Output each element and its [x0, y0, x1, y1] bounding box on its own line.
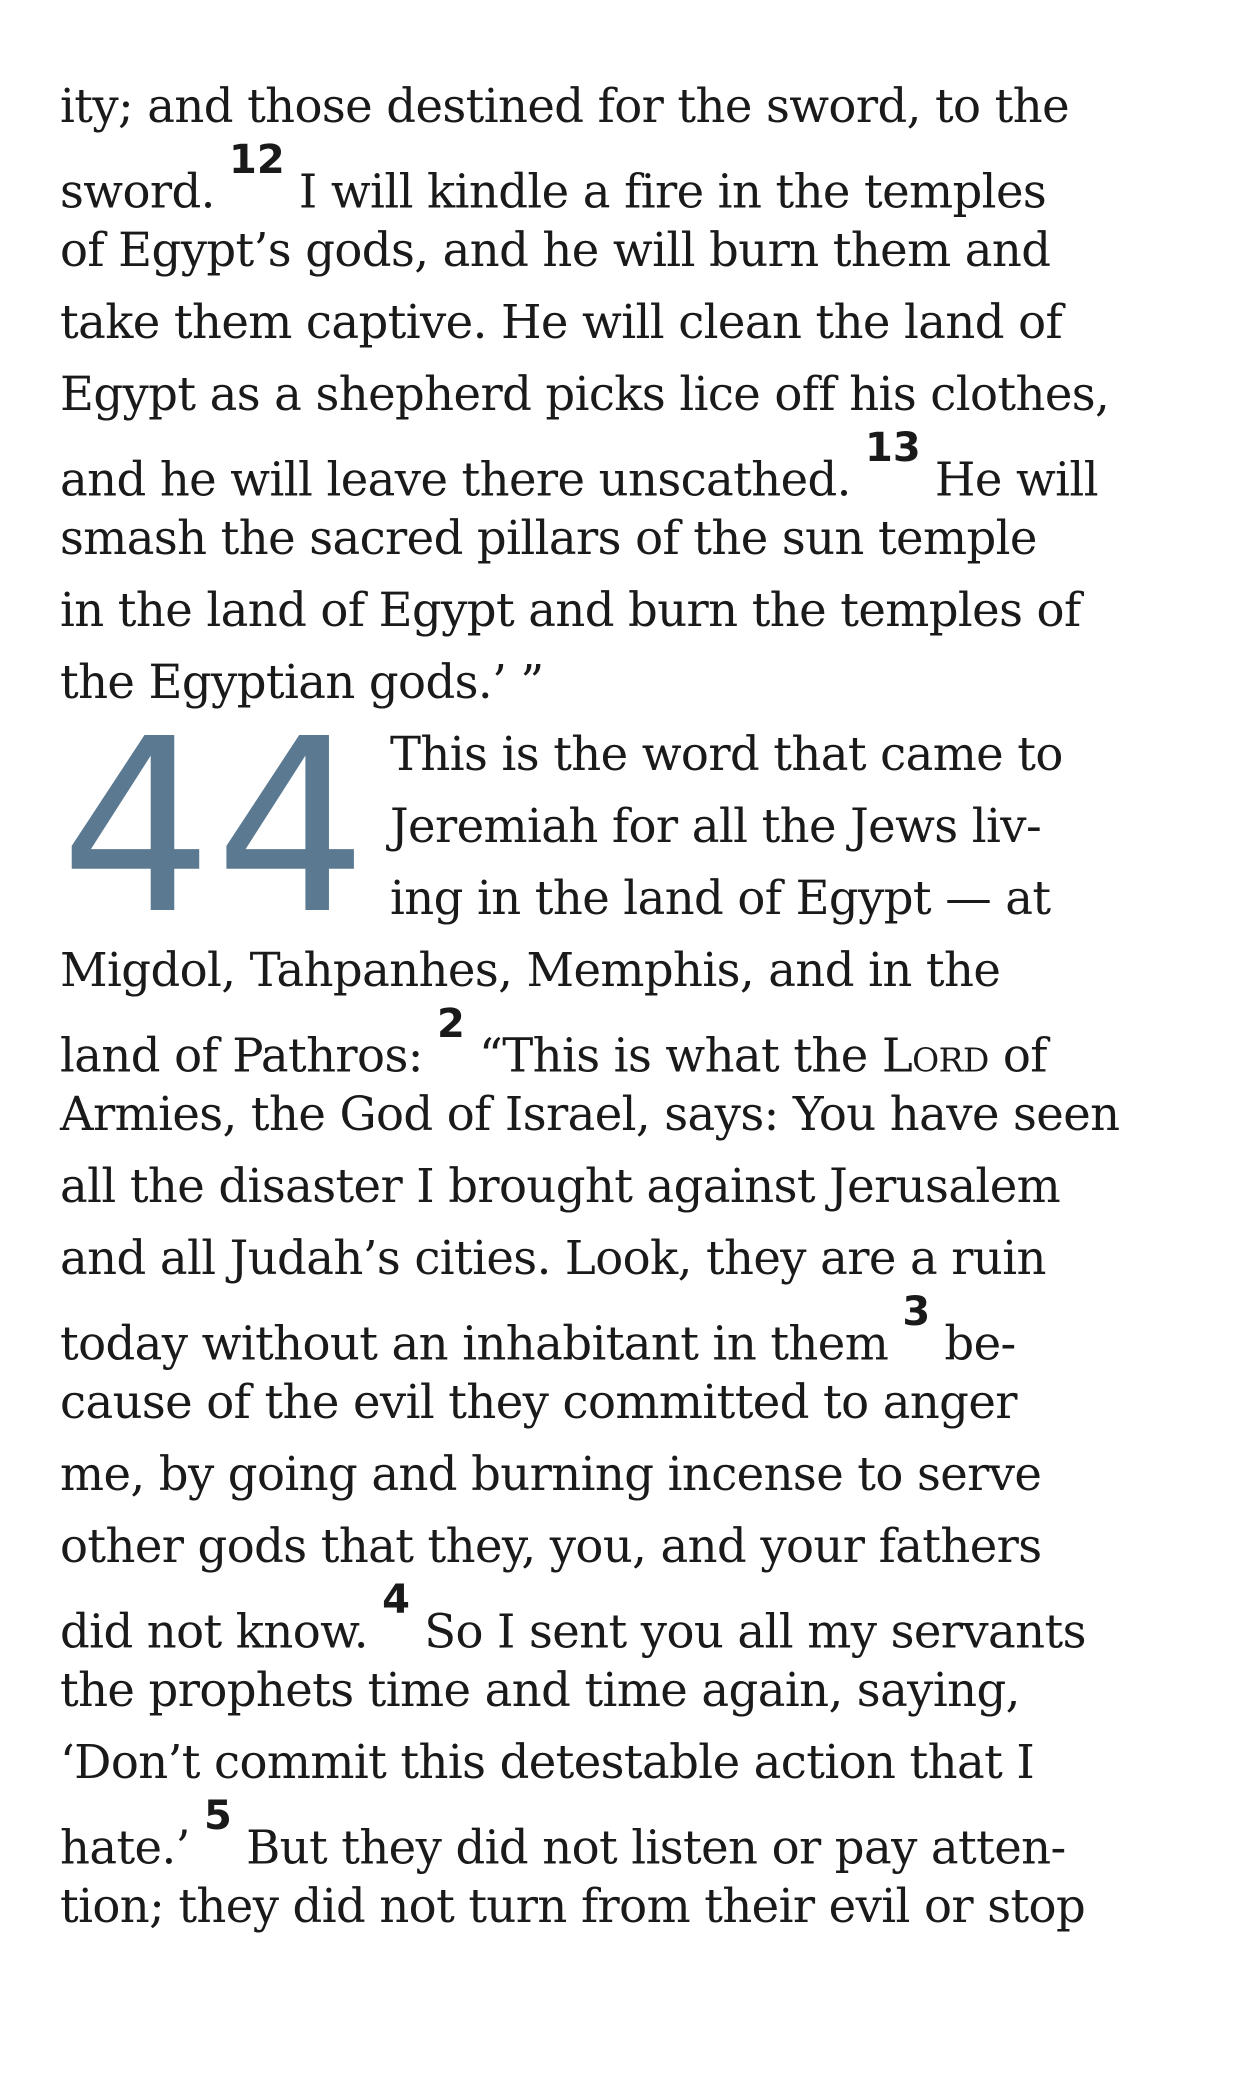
text-line: [60, 1001, 1190, 1083]
text-line: [60, 1289, 1190, 1371]
verse-number: 2: [436, 1001, 465, 1047]
text-line: Egypt as a shepherd picks lice off his clothes,: [60, 367, 1110, 421]
text-line: This is the word that came to: [390, 727, 1063, 781]
text-segment: But they did not listen or pay atten-: [246, 1820, 1066, 1875]
text-line: [60, 1577, 1190, 1659]
verse-number: 5: [204, 1793, 232, 1839]
text-line: in the land of Egypt and burn the temples of: [60, 583, 1081, 637]
chapter-opening-lines: [390, 718, 1063, 934]
text-line: me, by going and burning incense to serve: [60, 1447, 1042, 1501]
text-line: of Egypt’s gods, and he will burn them and: [60, 223, 1051, 277]
chapter-opening: [60, 687, 1190, 967]
text-segment: land of Pathros:: [60, 1028, 423, 1083]
text-line: ‘Don’t commit this detestable action that I: [60, 1735, 1035, 1789]
text-segment: of: [1002, 1028, 1047, 1083]
text-segment: sword.: [60, 164, 215, 219]
scripture-page: [60, 70, 1190, 1942]
text-line: other gods that they, you, and your fathers: [60, 1519, 1042, 1573]
verse-number: 3: [902, 1289, 931, 1335]
verse-number: 12: [229, 137, 285, 183]
text-segment: I will kindle a fire in the temples: [298, 164, 1047, 219]
divine-name-initial: L: [881, 1028, 913, 1083]
text-line: smash the sacred pillars of the sun temple: [60, 511, 1037, 565]
text-segment: and he will leave there unscathed.: [60, 452, 851, 507]
divine-name-rest: ord: [912, 1028, 989, 1083]
text-segment: He will: [934, 452, 1098, 507]
text-line: the prophets time and time again, saying,: [60, 1663, 1020, 1717]
text-line: [60, 137, 1190, 219]
text-segment: So I sent you all my servants: [424, 1604, 1086, 1659]
text-line: Armies, the God of Israel, says: You have seen: [60, 1087, 1120, 1141]
text-line: ity; and those destined for the sword, to the: [60, 79, 1069, 133]
text-line: Migdol, Tahpanhes, Memphis, and in the: [60, 943, 1001, 997]
chapter-number-dropcap: 44: [60, 687, 370, 967]
text-line: the Egyptian gods.’ ”: [60, 655, 544, 709]
text-segment: today without an inhabitant in them: [60, 1316, 889, 1371]
text-segment: “This is what the: [479, 1028, 868, 1083]
text-line: [60, 425, 1190, 507]
text-segment: did not know.: [60, 1604, 368, 1659]
text-line: cause of the evil they committed to anger: [60, 1375, 1017, 1429]
text-line: and all Judah’s cities. Look, they are a ruin: [60, 1231, 1046, 1285]
text-segment: hate.’: [60, 1820, 190, 1875]
text-line: take them captive. He will clean the land of: [60, 295, 1063, 349]
text-line: all the disaster I brought against Jerusalem: [60, 1159, 1061, 1213]
text-line: [60, 1793, 1190, 1875]
text-segment: be-: [944, 1316, 1016, 1371]
verse-number: 4: [382, 1577, 411, 1623]
text-line: ing in the land of Egypt — at: [390, 871, 1051, 925]
text-line: tion; they did not turn from their evil or stop: [60, 1879, 1086, 1933]
divine-name: [882, 1029, 989, 1083]
verse-number: 13: [865, 425, 921, 471]
text-line: Jeremiah for all the Jews liv-: [390, 799, 1042, 853]
